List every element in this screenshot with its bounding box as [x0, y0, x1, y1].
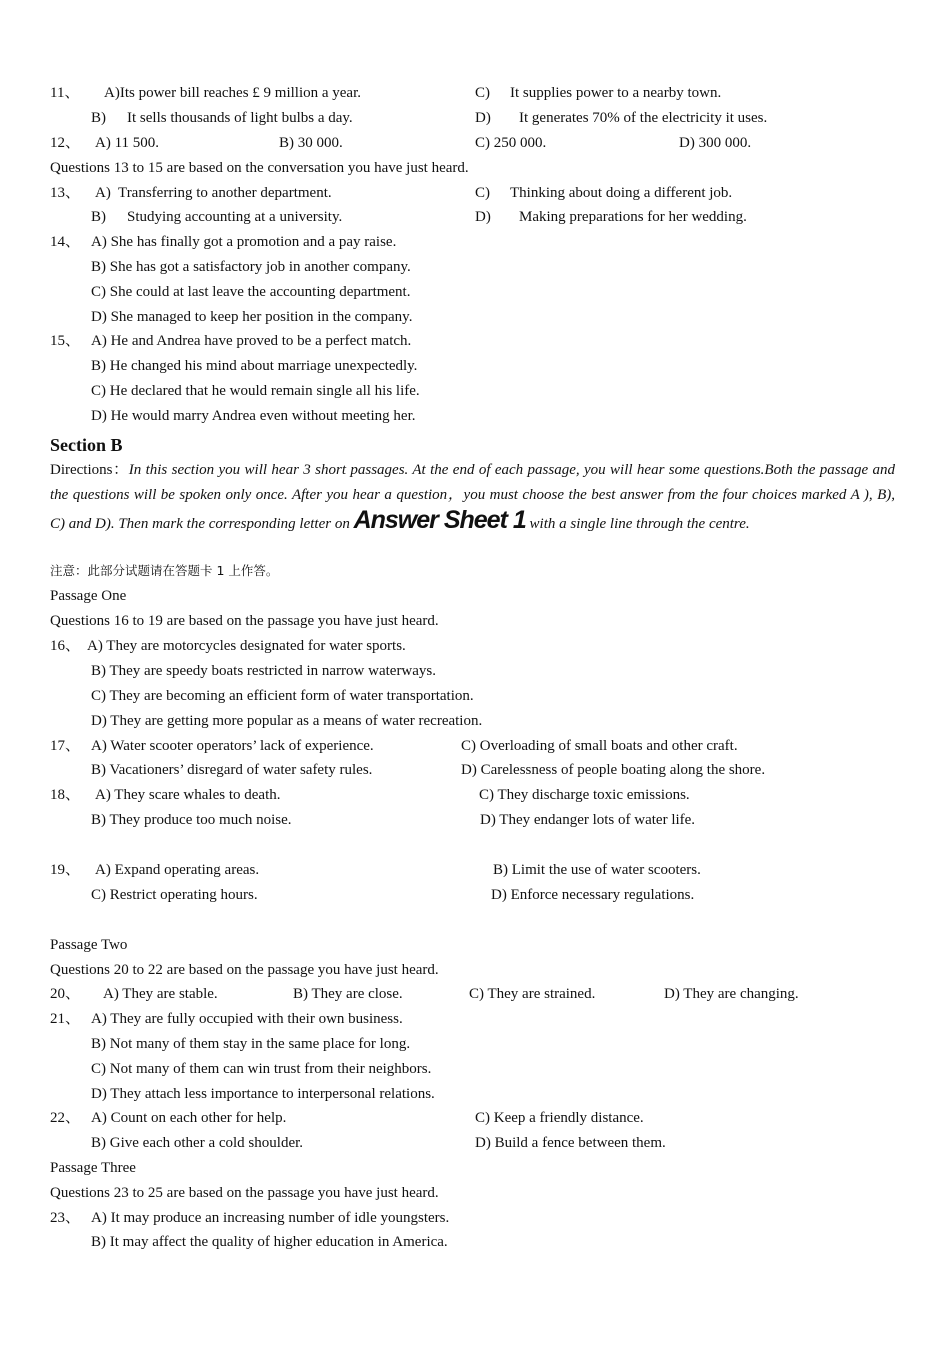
option-b-q17: B) Vacationers’ disregard of water safety rules.: [91, 762, 373, 778]
option-c-q20: C) They are strained.: [469, 986, 596, 1002]
option-b-label-q11: B): [91, 110, 106, 126]
option-d-q18: D) They endanger lots of water life.: [480, 812, 696, 828]
question-number-22: 22、: [50, 1110, 81, 1126]
option-d-q19: D) Enforce necessary regulations.: [491, 887, 695, 903]
question-number-15: 15、: [50, 333, 81, 349]
option-c-q16: C) They are becoming an efficient form of water transportation.: [91, 688, 474, 704]
option-a-q13: A) Transferring to another department.: [95, 185, 332, 201]
option-d-label-q13: D): [475, 209, 491, 225]
option-a-q20: A) They are stable.: [103, 986, 218, 1002]
intro-23-25: Questions 23 to 25 are based on the passage you have just heard.: [50, 1185, 439, 1201]
question-number-13: 13、: [50, 185, 81, 201]
option-c-q15: C) He declared that he would remain single all his life.: [91, 383, 420, 399]
option-d-q12: D) 300 000.: [679, 135, 752, 151]
question-number-11: 11、: [50, 85, 80, 101]
option-a-q19: A) Expand operating areas.: [95, 862, 260, 878]
question-number-23: 23、: [50, 1210, 81, 1226]
option-d-q20: D) They are changing.: [664, 986, 799, 1002]
option-a-q12: A) 11 500.: [95, 135, 160, 151]
section-heading: Section B: [50, 435, 123, 455]
option-d-q11: It generates 70% of the electricity it uses.: [519, 110, 768, 126]
section-b-directions: [50, 458, 895, 537]
option-a-q22: A) Count on each other for help.: [91, 1110, 287, 1126]
question-number-20: 20、: [50, 986, 81, 1002]
question-number-16: 16、: [50, 638, 81, 654]
option-a-q15: A) He and Andrea have proved to be a perfect match.: [91, 333, 412, 349]
option-d-q22: D) Build a fence between them.: [475, 1135, 666, 1151]
option-b-label-q13: B): [91, 209, 106, 225]
option-b-q23: B) It may affect the quality of higher education in America.: [91, 1234, 448, 1250]
passage-two: Passage Two: [50, 937, 128, 953]
intro-20-22: Questions 20 to 22 are based on the passage you have just heard.: [50, 962, 439, 978]
option-b-q22: B) Give each other a cold shoulder.: [91, 1135, 304, 1151]
option-a-q23: A) It may produce an increasing number of idle youngsters.: [91, 1210, 450, 1226]
intro-16-19: Questions 16 to 19 are based on the passage you have just heard.: [50, 613, 439, 629]
option-c-q19: C) Restrict operating hours.: [91, 887, 258, 903]
option-c-label-q13: C): [475, 185, 490, 201]
passage-one: Passage One: [50, 588, 127, 604]
option-d-label-q11: D): [475, 110, 491, 126]
option-b-q18: B) They produce too much noise.: [91, 812, 292, 828]
option-b-q20: B) They are close.: [293, 986, 403, 1002]
option-d-q21: D) They attach less importance to interpersonal relations.: [91, 1086, 435, 1102]
option-b-q13: Studying accounting at a university.: [127, 209, 343, 225]
directions-text: In this section you will hear 3 short passages. At the end of each passage, you will hear some questions.Both the passage and the questions will be spoken only once. After you hear a question，you must choose the best answer from the four choices marked A ), B), C) and D). Then mark the corresponding letter on: [50, 462, 896, 532]
question-number-18: 18、: [50, 787, 81, 803]
option-c-q11: It supplies power to a nearby town.: [510, 85, 722, 101]
option-b-q21: B) Not many of them stay in the same place for long.: [91, 1036, 411, 1052]
option-b-q15: B) He changed his mind about marriage unexpectedly.: [91, 358, 418, 374]
answer-sheet-label: Answer Sheet 1: [353, 506, 526, 534]
option-a-q17: A) Water scooter operators’ lack of experience.: [91, 738, 374, 754]
option-b-q19: B) Limit the use of water scooters.: [493, 862, 701, 878]
directions-text-end: with a single line through the centre.: [525, 516, 750, 532]
passage-three: Passage Three: [50, 1160, 136, 1176]
option-b-q11: It sells thousands of light bulbs a day.: [127, 110, 353, 126]
question-number-12: 12、: [50, 135, 81, 151]
option-b-q12: B) 30 000.: [279, 135, 343, 151]
option-a-q14: A) She has finally got a promotion and a pay raise.: [91, 234, 397, 250]
directions-label: Directions：: [50, 462, 129, 478]
option-a-q11: A)Its power bill reaches £ 9 million a year.: [104, 85, 362, 101]
option-d-q14: D) She managed to keep her position in the company.: [91, 309, 413, 325]
option-b-q14: B) She has got a satisfactory job in another company.: [91, 259, 411, 275]
option-c-q22: C) Keep a friendly distance.: [475, 1110, 644, 1126]
option-a-q18: A) They scare whales to death.: [95, 787, 281, 803]
option-c-q14: C) She could at last leave the accounting department.: [91, 284, 411, 300]
option-a-q16: A) They are motorcycles designated for water sports.: [87, 638, 406, 654]
question-number-21: 21、: [50, 1011, 81, 1027]
option-c-q18: C) They discharge toxic emissions.: [479, 787, 690, 803]
option-b-q16: B) They are speedy boats restricted in narrow waterways.: [91, 663, 437, 679]
option-c-label-q11: C): [475, 85, 490, 101]
option-d-q17: D) Carelessness of people boating along the shore.: [461, 762, 766, 778]
question-number-19: 19、: [50, 862, 81, 878]
intro-13-15: Questions 13 to 15 are based on the conversation you have just heard.: [50, 160, 469, 176]
option-d-q16: D) They are getting more popular as a means of water recreation.: [91, 713, 483, 729]
chinese-note: 注意：此部分试题请在答题卡 1 上作答。: [50, 563, 279, 578]
option-c-q13: Thinking about doing a different job.: [510, 185, 733, 201]
option-d-q15: D) He would marry Andrea even without meeting her.: [91, 408, 416, 424]
option-c-q21: C) Not many of them can win trust from their neighbors.: [91, 1061, 432, 1077]
option-c-q17: C) Overloading of small boats and other craft.: [461, 738, 738, 754]
option-c-q12: C) 250 000.: [475, 135, 547, 151]
question-number-14: 14、: [50, 234, 81, 250]
option-d-q13: Making preparations for her wedding.: [519, 209, 747, 225]
question-number-17: 17、: [50, 738, 81, 754]
option-a-q21: A) They are fully occupied with their own business.: [91, 1011, 403, 1027]
